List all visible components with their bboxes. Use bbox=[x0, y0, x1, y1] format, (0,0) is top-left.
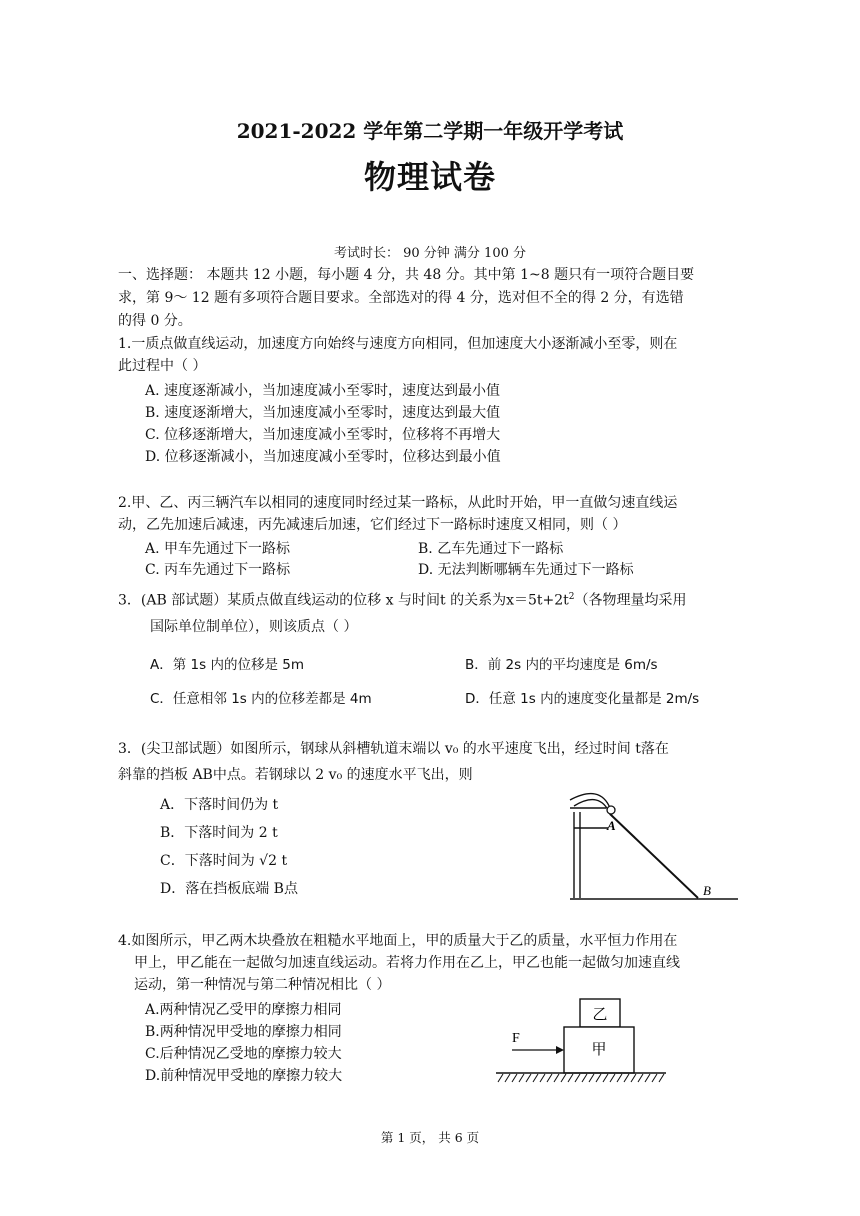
q4-stem-line1: 4.如图所示，甲乙两木块叠放在粗糙水平地面上，甲的质量大于乙的质量，水平恒力作用在 bbox=[118, 933, 678, 949]
q3a-option-b: B．前 2s 内的平均速度是 6m/s bbox=[465, 657, 658, 673]
q2-option-b: B. 乙车先通过下一路标 bbox=[418, 541, 564, 557]
q1-option-c: C. 位移逐渐增大，当加速度减小至零时，位移将不再增大 bbox=[145, 427, 501, 443]
point-a-label: A bbox=[607, 818, 616, 833]
hatch-mark bbox=[498, 1074, 503, 1082]
q3b-option-b: B．下落时间为 2 t bbox=[160, 825, 278, 841]
force-label: F bbox=[512, 1031, 520, 1046]
q1-option-a: A. 速度逐渐减小，当加速度减小至零时，速度达到最小值 bbox=[145, 383, 501, 399]
q4-stem-line3: 运动，第一种情况与第二种情况相比（ ） bbox=[134, 977, 391, 993]
force-arrowhead bbox=[556, 1046, 564, 1054]
q1-option-d: D. 位移逐渐减小，当加速度减小至零时，位移达到最小值 bbox=[145, 449, 501, 465]
q3b-figure bbox=[560, 770, 745, 910]
q3a-option-d: D．任意 1s 内的速度变化量都是 2m/s bbox=[465, 691, 700, 707]
exam-meta: 考试时长： 90 分钟 满分 100 分 bbox=[333, 246, 527, 261]
q3a-stem-line1 bbox=[118, 586, 687, 612]
q3a-stem-post: （各物理量均采用 bbox=[574, 592, 687, 609]
q4-stem-line2: 甲上，甲乙能在一起做匀加速直线运动。若将力作用在乙上，甲乙也能一起做匀加速直线 bbox=[134, 955, 680, 971]
exam-title: 2021-2022 学年第二学期一年级开学考试 bbox=[236, 119, 624, 143]
q4-figure bbox=[490, 995, 670, 1087]
q2-option-c: C. 丙车先通过下一路标 bbox=[145, 562, 291, 578]
page-footer: 第 1 页， 共 6 页 bbox=[380, 1130, 480, 1145]
q2-option-d: D. 无法判断哪辆车先通过下一路标 bbox=[418, 562, 634, 578]
hatch-mark bbox=[624, 1074, 629, 1082]
hatch-mark bbox=[561, 1074, 566, 1082]
paper-title: 物理试卷 bbox=[363, 158, 496, 196]
q3a-option-a: A．第 1s 内的位移是 5m bbox=[150, 657, 304, 673]
hatch-mark bbox=[533, 1074, 538, 1082]
hatch-mark bbox=[505, 1074, 510, 1082]
hatch-mark bbox=[652, 1074, 657, 1082]
section-instructions-line2: 求，第 9～ 12 题有多项符合题目要求。全部选对的得 4 分，选对但不全的得 2 分，有选错 bbox=[118, 290, 684, 306]
q4-option-c: C.后种情况乙受地的摩擦力较大 bbox=[145, 1046, 342, 1062]
q2-stem-line1: 2.甲、乙、丙三辆汽车以相同的速度同时经过某一路标，从此时开始，甲一直做匀速直线运 bbox=[118, 495, 678, 511]
q1-stem-line1: 1.一质点做直线运动，加速度方向始终与速度方向相同，但加速度大小逐渐减小至零，则在 bbox=[118, 336, 678, 352]
hatch-mark bbox=[610, 1074, 615, 1082]
hatch-mark bbox=[554, 1074, 559, 1082]
q2-stem-line2: 动，乙先加速后减速，丙先减速后加速，它们经过下一路标时速度又相同，则（ ） bbox=[118, 517, 627, 533]
q3b-option-d: D．落在挡板底端 B点 bbox=[160, 881, 298, 897]
block-yi-label: 乙 bbox=[592, 1007, 608, 1023]
q2-option-a: A. 甲车先通过下一路标 bbox=[145, 541, 291, 557]
hatch-mark bbox=[526, 1074, 531, 1082]
hatch-mark bbox=[617, 1074, 622, 1082]
block-jia-label: 甲 bbox=[591, 1042, 607, 1058]
section-instructions-line3: 的得 0 分。 bbox=[118, 313, 192, 329]
baffle-board bbox=[610, 814, 698, 898]
q3b-stem-line1: 3．(尖卫部试题）如图所示，钢球从斜槽轨道末端以 v₀ 的水平速度飞出，经过时间 t落在 bbox=[118, 741, 669, 757]
q3a-stem-pre: 3．(AB 部试题）某质点做直线运动的位移 x 与时间t 的关系为x＝5t+2t bbox=[118, 592, 569, 609]
hatch-mark bbox=[568, 1074, 573, 1082]
q3a-option-c: C．任意相邻 1s 内的位移差都是 4m bbox=[150, 691, 372, 707]
q4-option-d: D.前种情况甲受地的摩擦力较大 bbox=[145, 1068, 343, 1084]
point-b-label: B bbox=[703, 883, 711, 898]
q4-option-b: B.两种情况甲受地的摩擦力相同 bbox=[145, 1024, 342, 1040]
support-stand bbox=[570, 808, 608, 898]
hatch-mark bbox=[575, 1074, 580, 1082]
hatch-mark bbox=[603, 1074, 608, 1082]
q3b-option-c: C．下落时间为 √2 t bbox=[160, 853, 288, 869]
q3b-option-a: A．下落时间仍为 t bbox=[160, 797, 279, 813]
hatch-mark bbox=[638, 1074, 643, 1082]
hatch-mark bbox=[512, 1074, 517, 1082]
hatch-mark bbox=[589, 1074, 594, 1082]
chute-track bbox=[570, 794, 610, 814]
hatch-mark bbox=[519, 1074, 524, 1082]
q1-stem-line2: 此过程中（ ） bbox=[118, 358, 207, 374]
hatch-mark bbox=[596, 1074, 601, 1082]
hatch-mark bbox=[659, 1074, 664, 1082]
q3a-exponent: 2 bbox=[568, 592, 575, 602]
section-instructions-line1: 一、选择题： 本题共 12 小题，每小题 4 分，共 48 分。其中第 1~8 题只有一项符合题目要 bbox=[118, 267, 695, 283]
q1-option-b: B. 速度逐渐增大，当加速度减小至零时，速度达到最大值 bbox=[145, 405, 501, 421]
hatch-mark bbox=[582, 1074, 587, 1082]
ground-hatching bbox=[498, 1074, 664, 1082]
q3b-stem-line2: 斜靠的挡板 AB中点。若钢球以 2 v₀ 的速度水平飞出，则 bbox=[118, 767, 473, 783]
q4-option-a: A.两种情况乙受甲的摩擦力相同 bbox=[145, 1002, 342, 1018]
hatch-mark bbox=[547, 1074, 552, 1082]
hatch-mark bbox=[540, 1074, 545, 1082]
steel-ball bbox=[607, 806, 615, 814]
hatch-mark bbox=[645, 1074, 650, 1082]
q3a-stem-line2: 国际单位制单位），则该质点（ ） bbox=[150, 619, 358, 635]
hatch-mark bbox=[631, 1074, 636, 1082]
